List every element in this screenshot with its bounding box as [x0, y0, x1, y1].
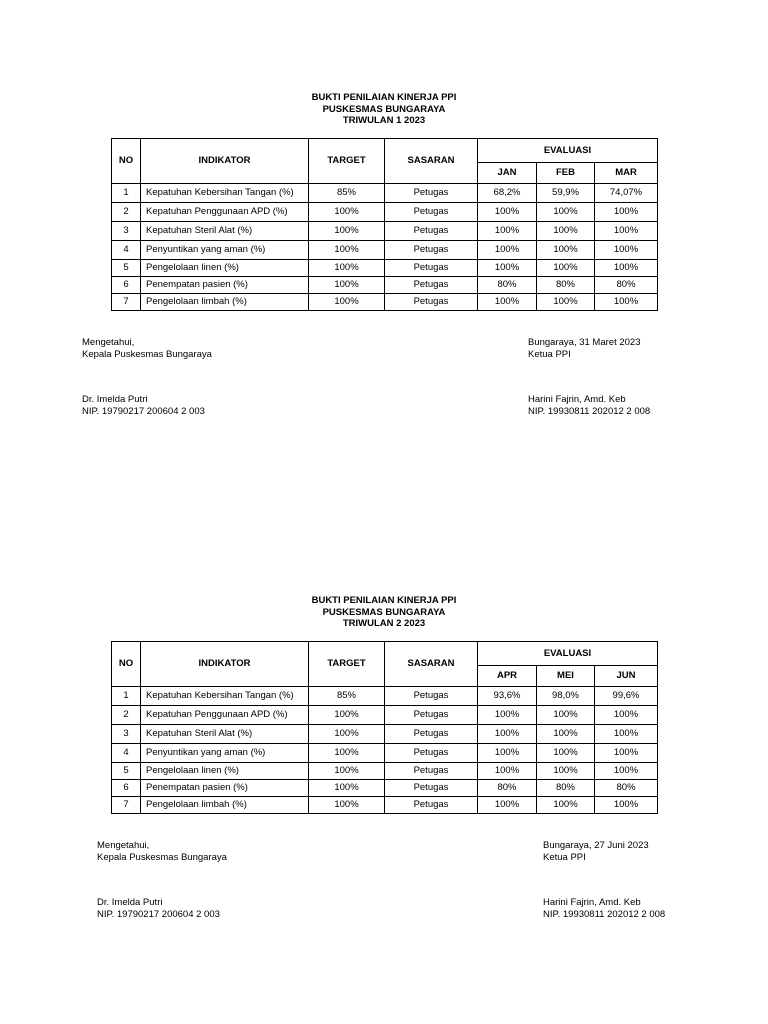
cell-no: 7: [112, 294, 141, 311]
cell-sasaran: Petugas: [385, 241, 478, 260]
cell-value: 100%: [537, 294, 595, 311]
cell-no: 5: [112, 763, 141, 780]
left-signature-block: [97, 840, 227, 920]
table-row: [112, 260, 658, 277]
cell-target: 100%: [309, 780, 385, 797]
table-row: [112, 184, 658, 203]
period-label: TRIWULAN 2 2023: [342, 618, 426, 629]
cell-target: 85%: [309, 687, 385, 706]
cell-target: 100%: [309, 797, 385, 814]
right-signature-block: [528, 337, 650, 417]
signer-position: Kepala Puskesmas Bungaraya: [82, 348, 212, 360]
header-no: NO: [112, 139, 141, 184]
cell-value: 100%: [537, 241, 595, 260]
table-row: [112, 706, 658, 725]
cell-value: 100%: [478, 203, 537, 222]
cell-sasaran: Petugas: [385, 294, 478, 311]
header-month: FEB: [537, 163, 595, 184]
cell-value: 100%: [595, 706, 658, 725]
period-label: TRIWULAN 1 2023: [342, 115, 426, 126]
cell-indikator: Kepatuhan Steril Alat (%): [141, 725, 309, 744]
section-2-title: [0, 595, 768, 630]
signer-position: Ketua PPI: [543, 851, 586, 863]
table-row: [112, 222, 658, 241]
cell-sasaran: Petugas: [385, 797, 478, 814]
section-1-table: [111, 138, 658, 311]
cell-value: 74,07%: [595, 184, 658, 203]
cell-value: 100%: [595, 725, 658, 744]
cell-sasaran: Petugas: [385, 687, 478, 706]
cell-value: 100%: [478, 706, 537, 725]
table-row: [112, 780, 658, 797]
header-month: APR: [478, 666, 537, 687]
table-row: [112, 725, 658, 744]
cell-sasaran: Petugas: [385, 744, 478, 763]
acknowledge-label: Mengetahui,: [97, 840, 150, 851]
place-date: Bungaraya, 31 Maret 2023: [528, 337, 641, 348]
cell-target: 100%: [309, 706, 385, 725]
cell-target: 100%: [309, 294, 385, 311]
cell-target: 100%: [309, 260, 385, 277]
cell-indikator: Pengelolaan linen (%): [141, 763, 309, 780]
cell-value: 100%: [537, 725, 595, 744]
cell-target: 100%: [309, 744, 385, 763]
header-indikator: INDIKATOR: [141, 139, 309, 184]
cell-indikator: Kepatuhan Kebersihan Tangan (%): [141, 184, 309, 203]
cell-value: 100%: [595, 763, 658, 780]
header-month: JAN: [478, 163, 537, 184]
cell-value: 100%: [478, 294, 537, 311]
cell-indikator: Pengelolaan limbah (%): [141, 294, 309, 311]
cell-value: 100%: [537, 763, 595, 780]
signer-nip: NIP. 19930811 202012 2 008: [543, 908, 666, 920]
cell-indikator: Penyuntikan yang aman (%): [141, 241, 309, 260]
cell-sasaran: Petugas: [385, 203, 478, 222]
cell-sasaran: Petugas: [385, 725, 478, 744]
cell-sasaran: Petugas: [385, 763, 478, 780]
cell-value: 100%: [595, 797, 658, 814]
cell-no: 3: [112, 725, 141, 744]
cell-value: 100%: [595, 241, 658, 260]
signer-position: Kepala Puskesmas Bungaraya: [97, 851, 227, 863]
table-row: [112, 203, 658, 222]
header-no: NO: [112, 642, 141, 687]
cell-value: 100%: [537, 222, 595, 241]
cell-indikator: Kepatuhan Steril Alat (%): [141, 222, 309, 241]
header-month: JUN: [595, 666, 658, 687]
cell-target: 100%: [309, 203, 385, 222]
cell-value: 98,0%: [537, 687, 595, 706]
cell-value: 100%: [537, 706, 595, 725]
cell-value: 100%: [537, 203, 595, 222]
acknowledge-label: Mengetahui,: [82, 337, 135, 348]
cell-value: 93,6%: [478, 687, 537, 706]
signer-nip: NIP. 19790217 200604 2 003: [82, 405, 205, 417]
table-row: [112, 763, 658, 780]
header-target: TARGET: [309, 139, 385, 184]
header-sasaran: SASARAN: [385, 642, 478, 687]
cell-target: 100%: [309, 725, 385, 744]
cell-sasaran: Petugas: [385, 184, 478, 203]
cell-no: 2: [112, 203, 141, 222]
header-month: MEI: [537, 666, 595, 687]
cell-value: 100%: [478, 797, 537, 814]
cell-target: 100%: [309, 277, 385, 294]
header-sasaran: SASARAN: [385, 139, 478, 184]
section-2-table: [111, 641, 658, 814]
place-date: Bungaraya, 27 Juni 2023: [543, 840, 649, 851]
cell-no: 1: [112, 184, 141, 203]
report-title: BUKTI PENILAIAN KINERJA PPI: [311, 92, 457, 103]
institution-name: PUSKESMAS BUNGARAYA: [322, 103, 446, 115]
cell-no: 3: [112, 222, 141, 241]
cell-value: 80%: [537, 780, 595, 797]
cell-no: 4: [112, 241, 141, 260]
cell-sasaran: Petugas: [385, 780, 478, 797]
signer-name: Dr. Imelda Putri: [97, 897, 163, 908]
cell-value: 99,6%: [595, 687, 658, 706]
cell-value: 100%: [595, 203, 658, 222]
cell-value: 100%: [478, 763, 537, 780]
header-evaluasi: EVALUASI: [478, 139, 658, 163]
cell-target: 100%: [309, 763, 385, 780]
cell-value: 100%: [478, 744, 537, 763]
cell-sasaran: Petugas: [385, 706, 478, 725]
cell-no: 6: [112, 780, 141, 797]
cell-sasaran: Petugas: [385, 222, 478, 241]
header-indikator: INDIKATOR: [141, 642, 309, 687]
cell-no: 7: [112, 797, 141, 814]
cell-target: 100%: [309, 222, 385, 241]
cell-indikator: Kepatuhan Kebersihan Tangan (%): [141, 687, 309, 706]
cell-value: 68,2%: [478, 184, 537, 203]
cell-indikator: Pengelolaan limbah (%): [141, 797, 309, 814]
institution-name: PUSKESMAS BUNGARAYA: [322, 606, 446, 618]
cell-value: 80%: [537, 277, 595, 294]
header-target: TARGET: [309, 642, 385, 687]
cell-value: 100%: [595, 222, 658, 241]
cell-value: 100%: [478, 222, 537, 241]
cell-value: 100%: [478, 241, 537, 260]
signer-name: Harini Fajrin, Amd. Keb: [543, 897, 641, 908]
signer-nip: NIP. 19930811 202012 2 008: [528, 405, 651, 417]
table-row: [112, 294, 658, 311]
cell-indikator: Penempatan pasien (%): [141, 780, 309, 797]
header-evaluasi: EVALUASI: [478, 642, 658, 666]
table-row: [112, 241, 658, 260]
cell-no: 6: [112, 277, 141, 294]
cell-no: 2: [112, 706, 141, 725]
right-signature-block: [543, 840, 665, 920]
cell-value: 59,9%: [537, 184, 595, 203]
cell-value: 100%: [537, 744, 595, 763]
cell-no: 5: [112, 260, 141, 277]
cell-value: 100%: [595, 744, 658, 763]
left-signature-block: [82, 337, 212, 417]
cell-indikator: Kepatuhan Penggunaan APD (%): [141, 706, 309, 725]
signer-name: Dr. Imelda Putri: [82, 394, 148, 405]
cell-no: 1: [112, 687, 141, 706]
table-row: [112, 797, 658, 814]
signer-name: Harini Fajrin, Amd. Keb: [528, 394, 626, 405]
cell-value: 80%: [478, 277, 537, 294]
cell-value: 100%: [478, 725, 537, 744]
table-row: [112, 277, 658, 294]
cell-sasaran: Petugas: [385, 277, 478, 294]
table-row: [112, 687, 658, 706]
cell-value: 100%: [537, 797, 595, 814]
table-row: [112, 744, 658, 763]
cell-value: 100%: [478, 260, 537, 277]
signer-nip: NIP. 19790217 200604 2 003: [97, 908, 220, 920]
report-title: BUKTI PENILAIAN KINERJA PPI: [311, 595, 457, 606]
cell-value: 80%: [595, 277, 658, 294]
cell-value: 100%: [595, 294, 658, 311]
cell-indikator: Penyuntikan yang aman (%): [141, 744, 309, 763]
cell-sasaran: Petugas: [385, 260, 478, 277]
section-1-title: [0, 92, 768, 127]
signer-position: Ketua PPI: [528, 348, 571, 360]
cell-no: 4: [112, 744, 141, 763]
cell-value: 100%: [537, 260, 595, 277]
cell-indikator: Penempatan pasien (%): [141, 277, 309, 294]
cell-value: 80%: [595, 780, 658, 797]
header-month: MAR: [595, 163, 658, 184]
cell-target: 100%: [309, 241, 385, 260]
cell-value: 100%: [595, 260, 658, 277]
cell-indikator: Pengelolaan linen (%): [141, 260, 309, 277]
cell-target: 85%: [309, 184, 385, 203]
cell-value: 80%: [478, 780, 537, 797]
cell-indikator: Kepatuhan Penggunaan APD (%): [141, 203, 309, 222]
